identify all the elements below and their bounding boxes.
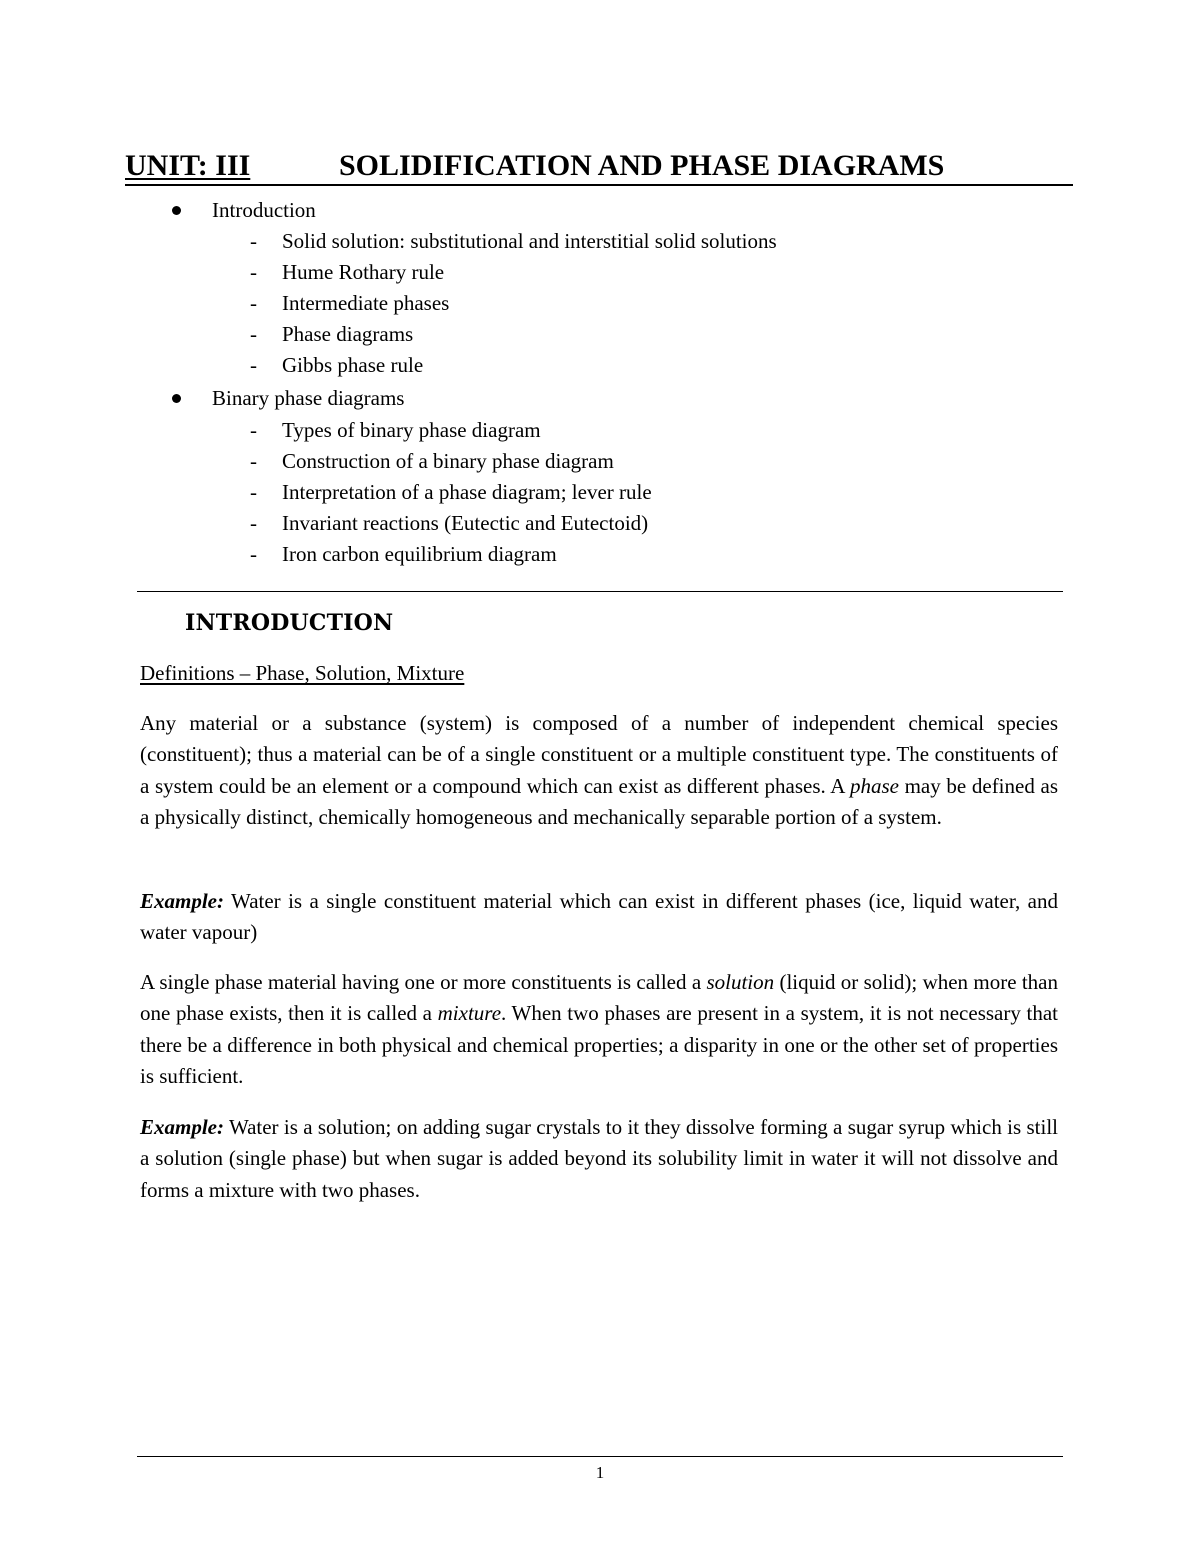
example-label: Example: (140, 889, 224, 913)
dash-marker: - (250, 449, 257, 473)
paragraph-text: Any material or a substance (system) is composed of a number of independent chemical species (constituent); thus a material can be of a single constituent or a multiple constituent type. The constituents of a system could be an element or a compound which can exist as different phases. A (140, 711, 1058, 798)
outline-section-title: Binary phase diagrams (212, 386, 405, 410)
paragraph-text: A single phase material having one or more constituents is called a (140, 970, 707, 994)
example-label: Example: (140, 1115, 224, 1139)
dash-marker: - (250, 291, 257, 315)
paragraph-text: Water is a solution; on adding sugar crystals to it they dissolve forming a sugar syrup which is still a solution (single phase) but when sugar is added beyond its solubility limit in water it will not dissolve and forms a mixture with two phases. (140, 1115, 1058, 1202)
term-solution: solution (706, 970, 775, 994)
term-mixture: mixture (437, 1001, 502, 1026)
paragraph-text: Water is a single constituent material which can exist in different phases (ice, liquid water, and water vapour) (140, 889, 1058, 945)
section-divider (137, 591, 1063, 592)
bullet-icon (172, 206, 181, 215)
outline-item-text: Interpretation of a phase diagram; lever rule (282, 480, 652, 504)
dash-marker: - (250, 353, 257, 377)
paragraph-text: (liquid or solid); when more than one phase exists, then it is called a (140, 970, 1058, 1026)
paragraph-text: . When two phases are present in a system, it is not necessary that there be a difference in both physical and chemical properties; a disparity in one or the other set of properties is sufficient. (140, 1001, 1058, 1088)
dash-marker: - (250, 229, 257, 253)
outline-item-text: Construction of a binary phase diagram (282, 449, 614, 473)
page-number: 1 (595, 1463, 605, 1482)
outline-item-text: Invariant reactions (Eutectic and Eutectoid) (282, 511, 649, 535)
dash-marker: - (250, 511, 257, 535)
definitions-heading: Definitions – Phase, Solution, Mixture (140, 661, 465, 685)
outline-item-text: Hume Rothary rule (282, 260, 445, 284)
dash-marker: - (250, 260, 257, 284)
introduction-heading: INTRODUCTION (185, 610, 394, 636)
paragraph-solution-mixture (140, 967, 1058, 1092)
unit-label: UNIT: III (125, 149, 251, 182)
footer-divider (137, 1456, 1063, 1457)
dash-marker: - (250, 480, 257, 504)
outline-item-text: Phase diagrams (282, 322, 414, 346)
outline-item-text: Intermediate phases (282, 291, 450, 315)
outline-item-text: Solid solution: substitutional and interstitial solid solutions (282, 229, 777, 253)
unit-title (125, 148, 1073, 186)
paragraph-phase-definition (140, 708, 1058, 833)
outline-item-text: Iron carbon equilibrium diagram (282, 542, 557, 566)
outline-section-title: Introduction (212, 198, 316, 222)
paragraph-text: may be defined as a physically distinct, chemically homogeneous and mechanically separable portion of a system. (140, 773, 1058, 829)
paragraph-example-1 (140, 886, 1058, 949)
outline-item-text: Types of binary phase diagram (282, 418, 541, 442)
outline-item-text: Gibbs phase rule (282, 353, 424, 377)
dash-marker: - (250, 542, 257, 566)
term-phase: phase (849, 773, 899, 798)
dash-marker: - (250, 322, 257, 346)
bullet-icon (172, 394, 181, 403)
unit-heading: SOLIDIFICATION AND PHASE DIAGRAMS (339, 149, 945, 182)
dash-marker: - (250, 418, 257, 442)
paragraph-example-2 (140, 1112, 1058, 1206)
